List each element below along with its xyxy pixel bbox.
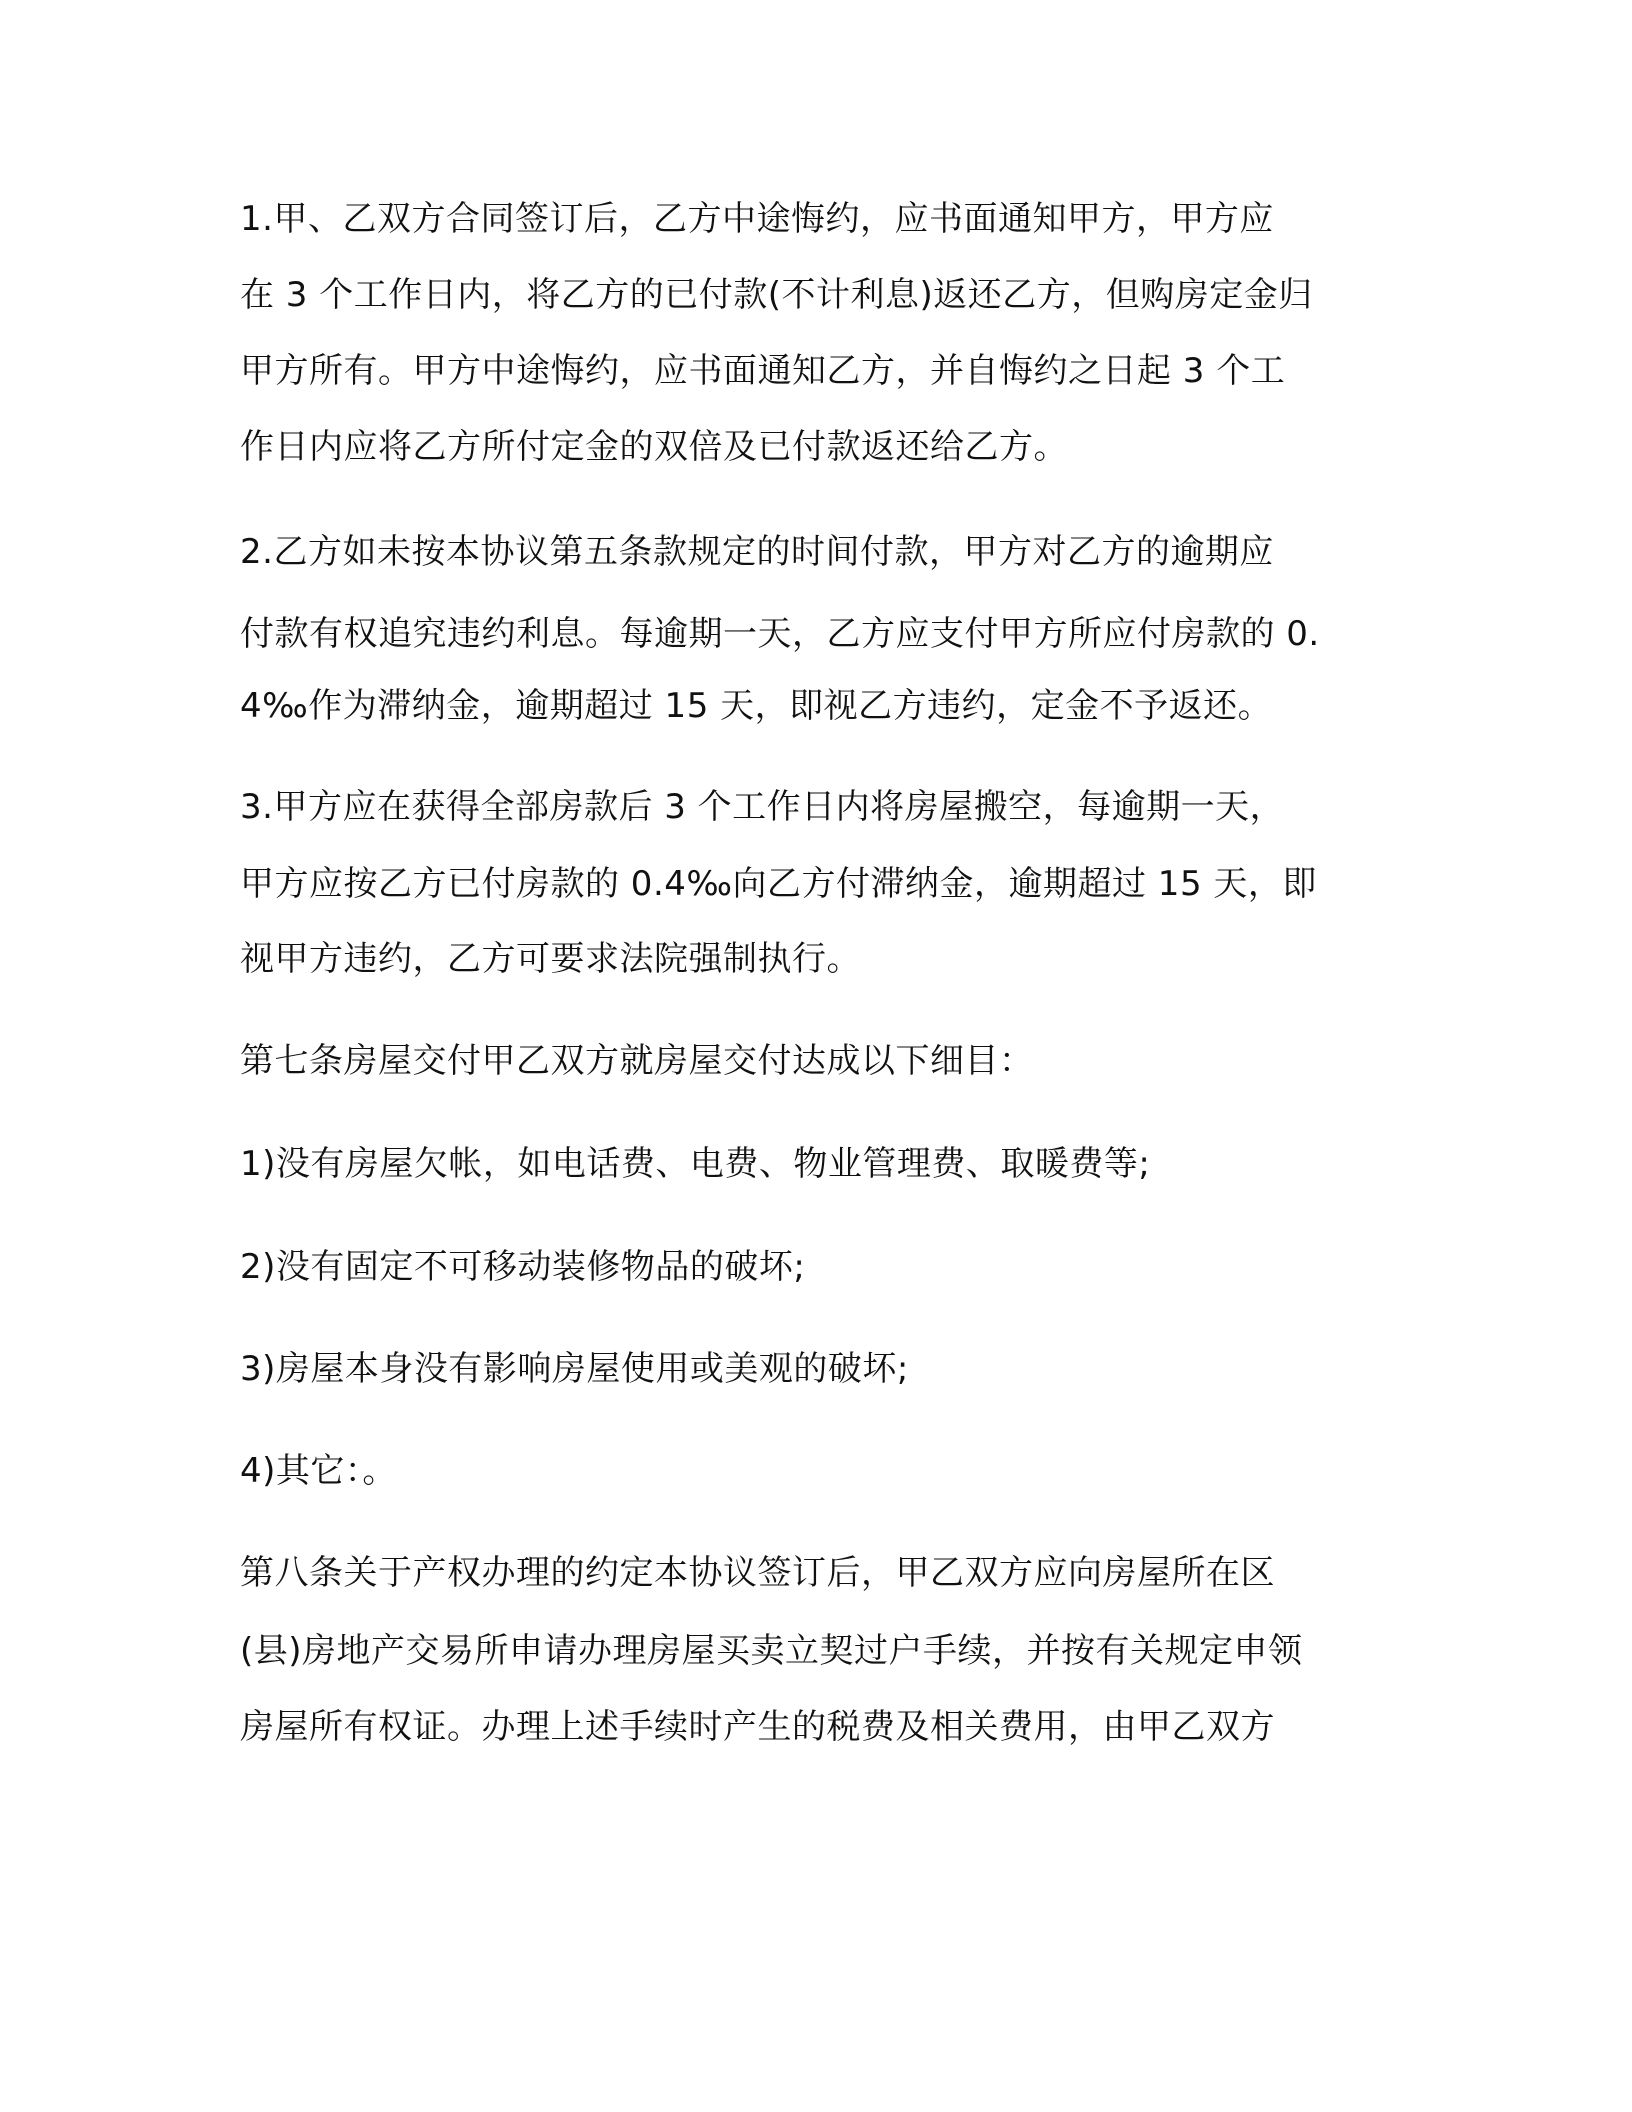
paragraph-2-line-2: 付款有权追究违约利息。每逾期一天，乙方应支付甲方所应付房款的 0.	[240, 614, 1320, 654]
paragraph-3-line-2: 甲方应按乙方已付房款的 0.4‰向乙方付滞纳金，逾期超过 15 天，即	[240, 864, 1317, 904]
paragraph-2-line-3: 4‰作为滞纳金，逾期超过 15 天，即视乙方违约，定金不予返还。	[240, 686, 1273, 726]
paragraph-1-line-2: 在 3 个工作日内，将乙方的已付款(不计利息)返还乙方，但购房定金归	[240, 275, 1313, 315]
article-7-heading: 第七条房屋交付甲乙双方就房屋交付达成以下细目：	[240, 1041, 1034, 1081]
article-8-line-1: 第八条关于产权办理的约定本协议签订后，甲乙双方应向房屋所在区	[240, 1553, 1275, 1593]
list-item-1: 1)没有房屋欠帐，如电话费、电费、物业管理费、取暖费等;	[240, 1144, 1151, 1184]
paragraph-3-line-1: 3.甲方应在获得全部房款后 3 个工作日内将房屋搬空，每逾期一天，	[240, 787, 1285, 827]
list-item-4: 4)其它：。	[240, 1451, 397, 1491]
paragraph-1-line-3: 甲方所有。甲方中途悔约，应书面通知乙方，并自悔约之日起 3 个工	[240, 351, 1286, 391]
list-item-3: 3)房屋本身没有影响房屋使用或美观的破坏;	[240, 1349, 909, 1389]
paragraph-1-line-4: 作日内应将乙方所付定金的双倍及已付款返还给乙方。	[240, 427, 1068, 467]
paragraph-1-line-1: 1.甲、乙双方合同签订后，乙方中途悔约，应书面通知甲方，甲方应	[240, 199, 1274, 239]
article-8-line-2: (县)房地产交易所申请办理房屋买卖立契过户手续，并按有关规定申领	[240, 1631, 1303, 1671]
paragraph-3-line-3: 视甲方违约，乙方可要求法院强制执行。	[240, 939, 861, 979]
paragraph-2-line-1: 2.乙方如未按本协议第五条款规定的时间付款，甲方对乙方的逾期应	[240, 532, 1274, 572]
list-item-2: 2)没有固定不可移动装修物品的破坏;	[240, 1247, 806, 1287]
article-8-line-3: 房屋所有权证。办理上述手续时产生的税费及相关费用，由甲乙双方	[240, 1707, 1275, 1747]
